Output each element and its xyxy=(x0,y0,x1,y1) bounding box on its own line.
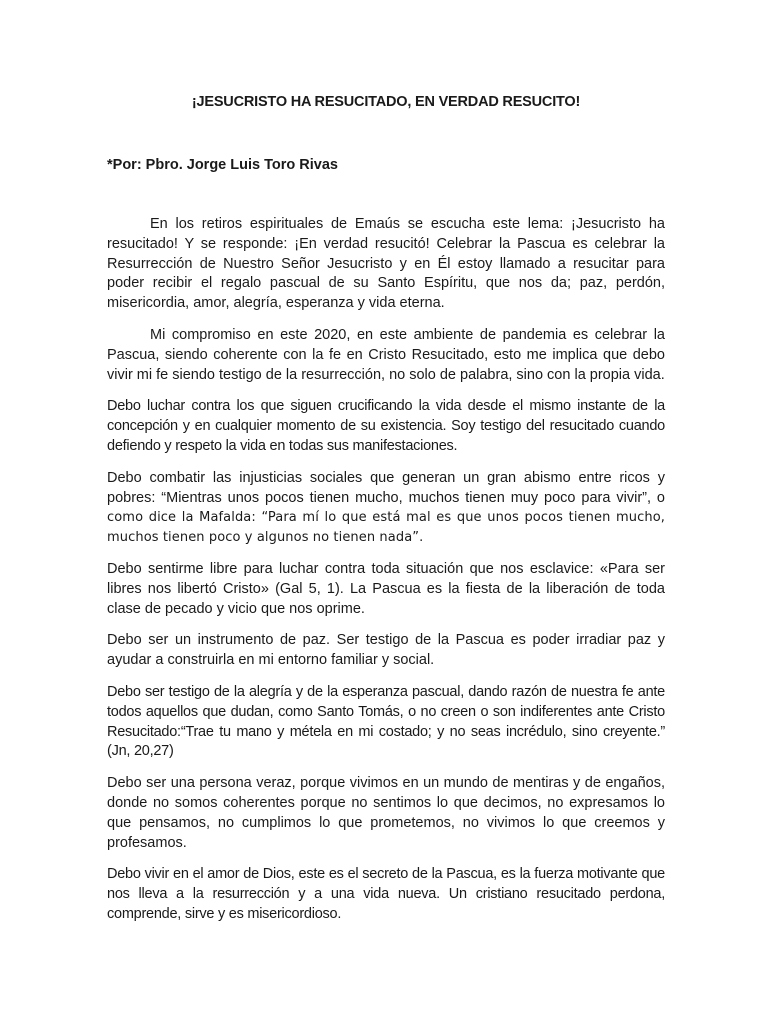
mafalda-quote: como dice la Mafalda: “Para mí lo que está mal es que unos pocos tienen mucho, muchos tienen poco y algunos no tienen nada”. xyxy=(107,510,665,546)
paragraph-injusticias-text: Debo combatir las injusticias sociales que generan un gran abismo entre ricos y pobres: “Mientras unos pocos tienen mucho, muchos tienen muy poco para vivir”, o xyxy=(107,469,665,506)
page-title: ¡JESUCRISTO HA RESUCITADO, EN VERDAD RESUCITO! xyxy=(191,94,581,110)
author-line: *Por: Pbro. Jorge Luis Toro Rivas xyxy=(107,157,338,173)
paragraph-veraz: Debo ser una persona veraz, porque vivimos en un mundo de mentiras y de engaños, donde no somos coherentes porque no sentimos lo que decimos, no expresamos lo que pensamos, no cumplimos lo que prometemos, no vivimos lo que creemos y profesamos. xyxy=(107,775,665,851)
paragraph-luchar-vida: Debo luchar contra los que siguen crucificando la vida desde el mismo instante de la concepción y en cualquier momento de su existencia. Soy testigo del resucitado cuando defiendo y respeto la vida en todas sus manifestaciones. xyxy=(107,398,665,454)
paragraph-libertad: Debo sentirme libre para luchar contra toda situación que nos esclavice: «Para ser libres nos libertó Cristo» (Gal 5, 1). La Pascua es la fiesta de la liberación de toda clase de pecado y vicio que nos oprime. xyxy=(107,560,665,617)
document-body xyxy=(107,215,665,925)
paragraph-alegria: Debo ser testigo de la alegría y de la esperanza pascual, dando razón de nuestra fe ante todos aquellos que dudan, como Santo Tomás, o no creen o son indiferentes ante Cristo Resucitado:“Trae tu mano y métela en mi costado; y no seas incrédulo, sino creyente.” (Jn, 20,27) xyxy=(107,683,665,760)
paragraph-paz: Debo ser un instrumento de paz. Ser testigo de la Pascua es poder irradiar paz y ayudar a construirla en mi entorno familiar y social. xyxy=(107,632,665,669)
paragraph-emaus: En los retiros espirituales de Emaús se escucha este lema: ¡Jesucristo ha resucitado! Y se responde: ¡En verdad resucitó! Celebrar la Pascua es celebrar la Resurrección de Nuestro Señor Jesucristo y en Él estoy llamado a resucitar para poder recibir el regalo pascual de su Santo Espíritu, que nos da; paz, perdón, misericordia, amor, alegría, esperanza y vida eterna. xyxy=(107,216,665,312)
paragraph-compromiso: Mi compromiso en este 2020, en este ambiente de pandemia es celebrar la Pascua, siendo coherente con la fe en Cristo Resucitado, esto me implica que debo vivir mi fe siendo testigo de la resurrección, no solo de palabra, sino con la propia vida. xyxy=(107,326,665,383)
paragraph-amor: Debo vivir en el amor de Dios, este es el secreto de la Pascua, es la fuerza motivante que nos lleva a la resurrección y a una vida nueva. Un cristiano resucitado perdona, comprende, sirve y es misericordioso. xyxy=(107,866,665,922)
paragraph-injusticias xyxy=(107,469,665,548)
document-page xyxy=(107,92,665,937)
